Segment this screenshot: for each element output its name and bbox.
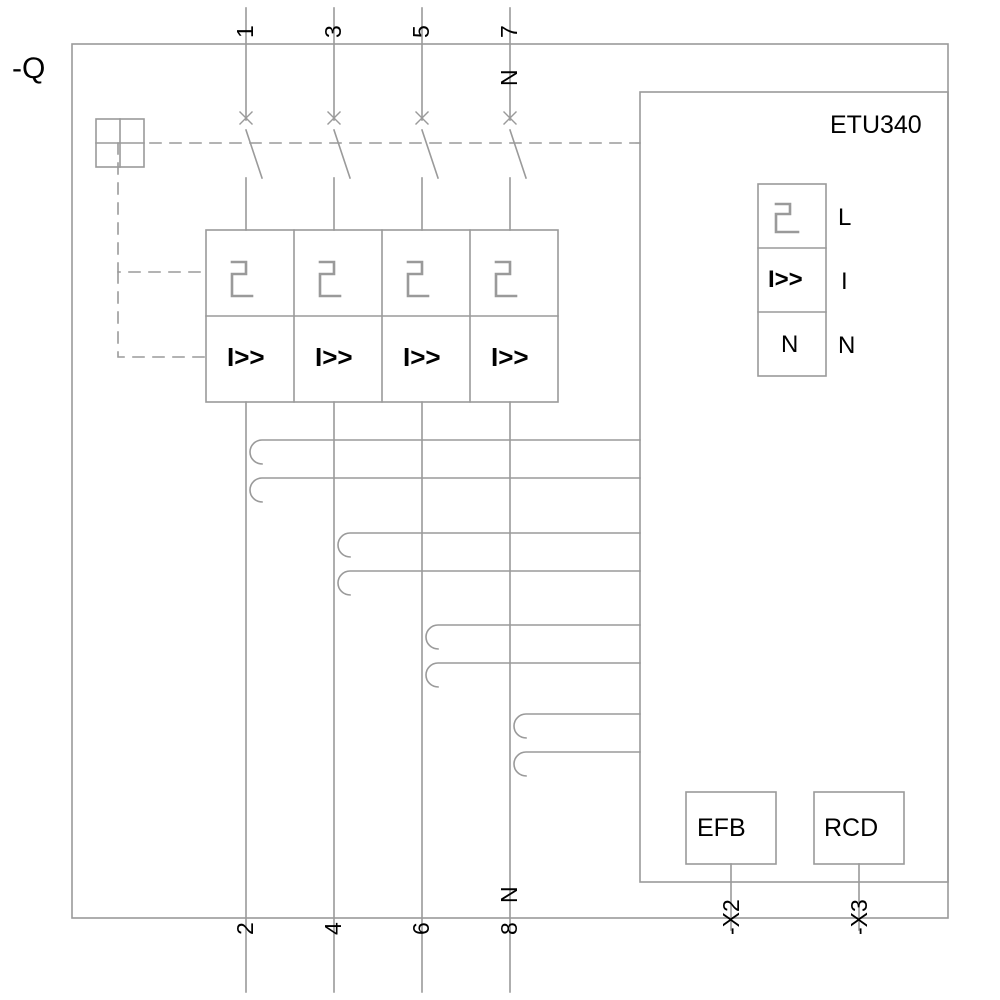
bottom-terminal-4: 4 [320,922,346,935]
magnetic-release-symbol-4: I>> [491,342,529,372]
etu-legend-symbol-n: N [781,331,799,358]
efb-terminal-tag: -X2 [718,899,744,935]
efb-module-label: EFB [697,814,746,842]
etu-legend-label-i: I [841,268,848,295]
current-transformer-2 [338,533,640,595]
pole2-contact-blade [334,130,350,178]
pole3-contact-blade [422,130,438,178]
etu340-housing [640,92,948,882]
magnetic-release-symbol-2: I>> [315,342,353,372]
pole1-contact-blade [246,130,262,178]
bottom-terminal-2: 2 [232,922,258,935]
bottom-terminal-6: 6 [408,922,434,935]
device-tag: -Q [12,52,46,85]
top-neutral-label: N [496,69,522,86]
trip-mechanism-symbol [96,119,144,167]
pole4-contact-blade [510,130,526,178]
rcd-module-label: RCD [824,814,879,842]
current-transformer-1 [250,440,640,502]
contact-cross-marks [240,112,516,124]
bottom-neutral-label: N [496,886,522,903]
current-transformer-3 [426,625,640,687]
top-terminal-7: 7 [496,25,522,38]
etu-legend-symbol-i: I>> [768,266,803,293]
thermal-release-symbols [232,262,516,296]
top-terminal-5: 5 [408,25,434,38]
mechanical-trip-linkage [118,143,640,357]
top-terminal-3: 3 [320,25,346,38]
magnetic-release-symbol-3: I>> [403,342,441,372]
rcd-terminal-tag: -X3 [846,899,872,935]
current-transformer-4 [514,714,640,776]
bottom-terminal-8: 8 [496,922,522,935]
trip-symbol-block [206,230,558,402]
etu-legend-label-l: L [838,204,852,231]
top-terminal-1: 1 [232,25,258,38]
etu340-title: ETU340 [830,111,922,139]
magnetic-release-symbol-1: I>> [227,342,265,372]
etu-legend-label-n: N [838,332,856,359]
